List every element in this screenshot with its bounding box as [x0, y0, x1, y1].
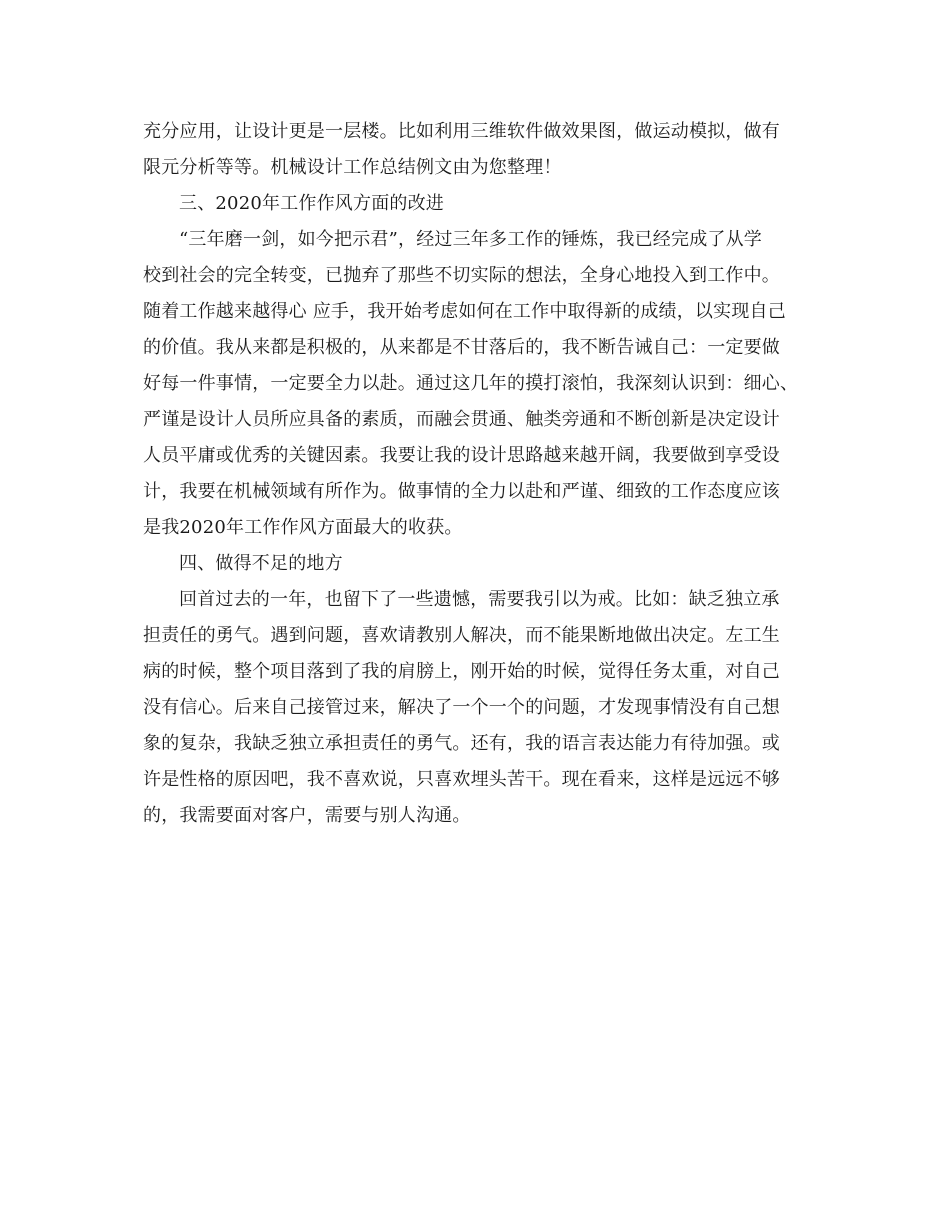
paragraph-line: 是我2020年工作作风方面最大的收获。 — [143, 517, 463, 538]
section-heading: 三、2020年工作作风方面的改进 — [179, 193, 445, 214]
paragraph-line: 充分应用，让设计更是一层楼。比如利用三维软件做效果图，做运动模拟，做有 — [143, 121, 780, 142]
paragraph-line: 校到社会的完全转变，已抛弃了那些不切实际的想法，全身心地投入到工作中。 — [143, 265, 780, 286]
paragraph-line: 象的复杂，我缺乏独立承担责任的勇气。还有，我的语言表达能力有待加强。或 — [143, 733, 780, 754]
section-heading: 四、做得不足的地方 — [179, 553, 343, 574]
paragraph-line: 担责任的勇气。遇到问题，喜欢请教别人解决，而不能果断地做出决定。左工生 — [143, 625, 780, 646]
paragraph-line: 的价值。我从来都是积极的，从来都是不甘落后的，我不断告诫自己：一定要做 — [143, 337, 780, 358]
paragraph-line: “三年磨一剑，如今把示君”，经过三年多工作的锤炼，我已经完成了从学 — [179, 229, 763, 250]
paragraph-line: 病的时候，整个项目落到了我的肩膀上，刚开始的时候，觉得任务太重，对自己 — [143, 661, 780, 682]
paragraph-line: 许是性格的原因吧，我不喜欢说，只喜欢埋头苦干。现在看来，这样是远远不够 — [143, 769, 780, 790]
paragraph-line: 回首过去的一年，也留下了一些遗憾，需要我引以为戒。比如：缺乏独立承 — [179, 589, 780, 610]
paragraph-line: 没有信心。后来自己接管过来，解决了一个一个的问题，才发现事情没有自己想 — [143, 697, 780, 718]
paragraph-line: 随着工作越来越得心 应手，我开始考虑如何在工作中取得新的成绩，以实现自己 — [143, 301, 786, 322]
paragraph-line: 限元分析等等。机械设计工作总结例文由为您整理！ — [143, 157, 562, 178]
paragraph-line: 人员平庸或优秀的关键因素。我要让我的设计思路越来越开阔，我要做到享受设 — [143, 445, 780, 466]
paragraph-line: 计，我要在机械领域有所作为。做事情的全力以赴和严谨、细致的工作态度应该 — [143, 481, 780, 502]
paragraph-line: 好每一件事情，一定要全力以赴。通过这几年的摸打滚怕，我深刻认识到：细心、 — [143, 373, 799, 394]
paragraph-line: 的，我需要面对客户，需要与别人沟通。 — [143, 805, 471, 826]
paragraph-line: 严谨是设计人员所应具备的素质，而融会贯通、触类旁通和不断创新是决定设计 — [143, 409, 780, 430]
